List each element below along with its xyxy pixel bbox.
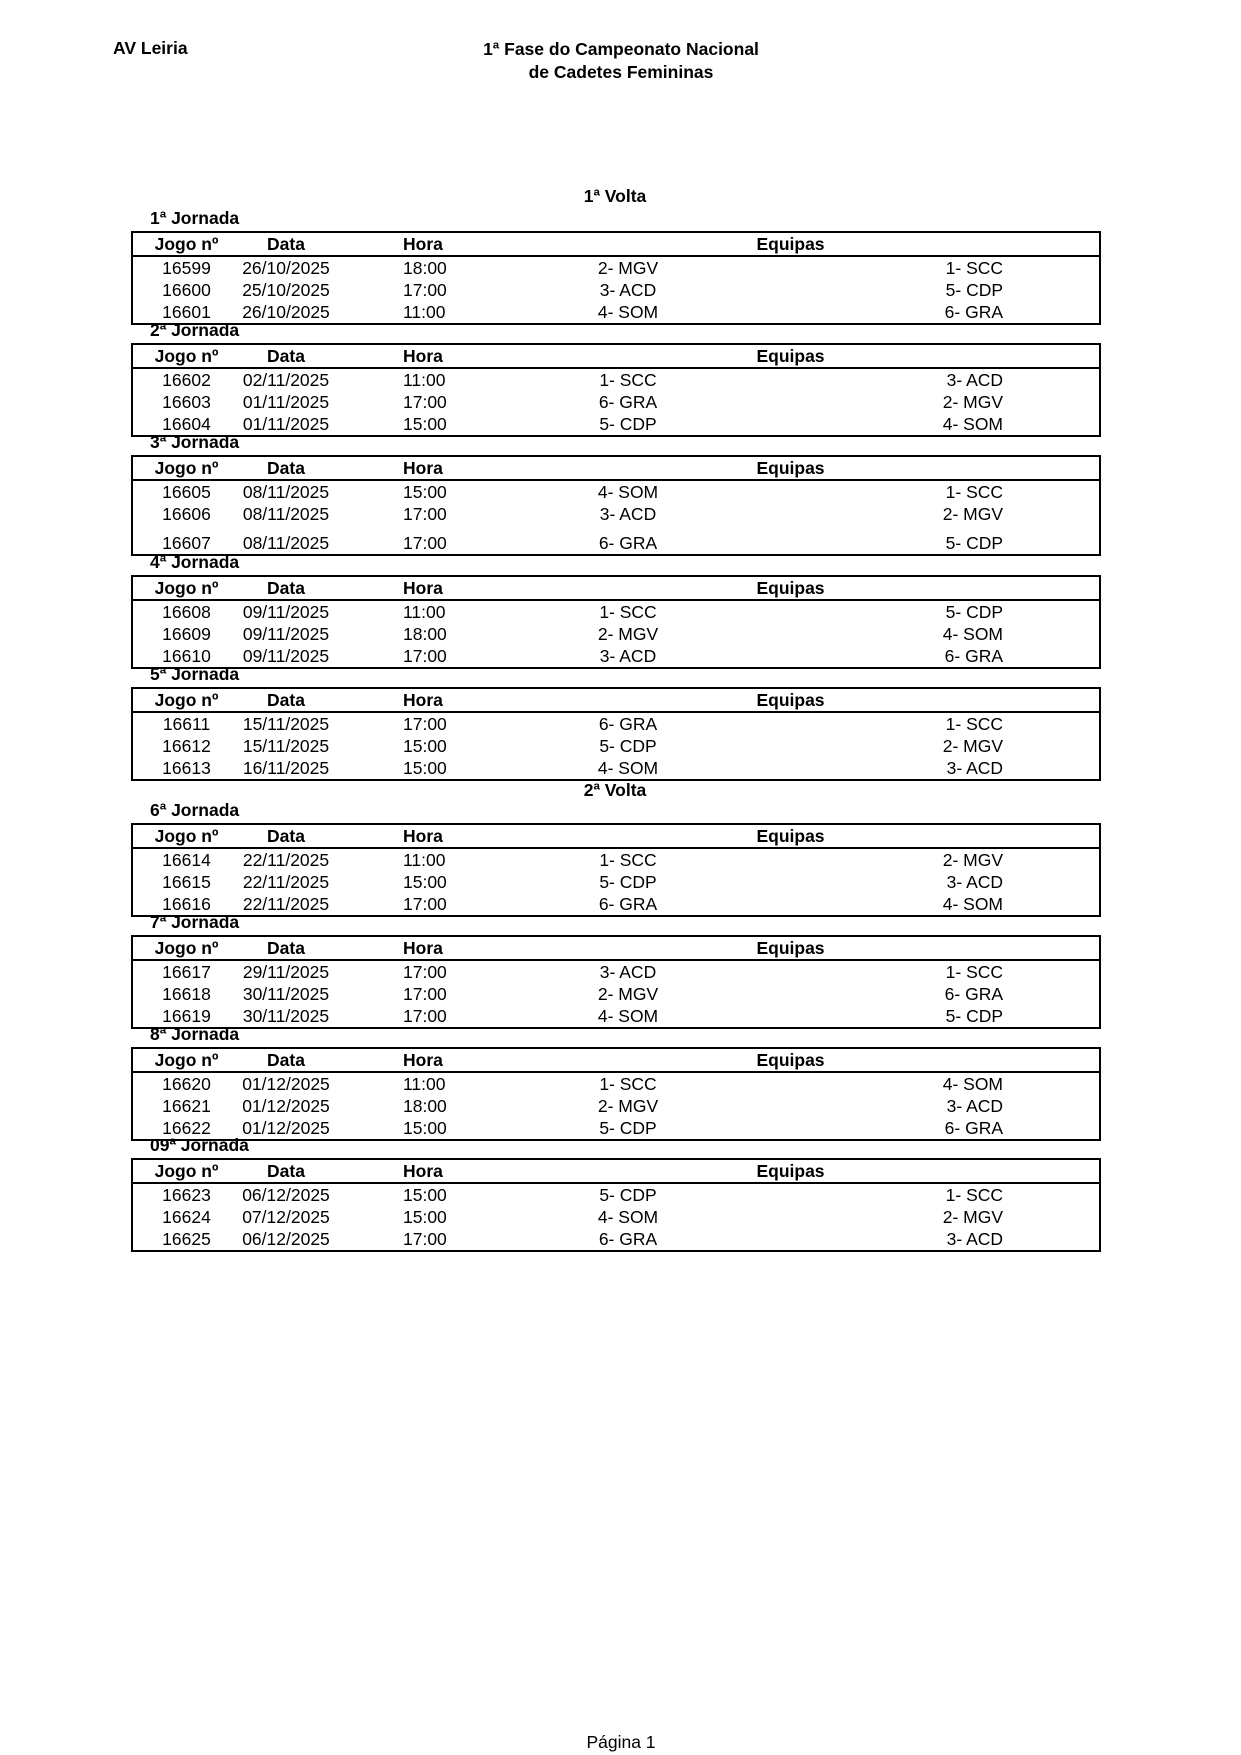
home-team: 3- ACD [599,962,657,982]
game-number: 16625 [162,1229,211,1249]
home-team: 6- GRA [598,714,658,734]
jornada-section-7 [131,912,1099,1029]
games-table [131,1047,1101,1141]
jornada-label: 4ª Jornada [150,552,240,572]
game-date: 06/12/2025 [242,1185,330,1205]
game-time: 15:00 [403,758,447,778]
table-header-row [132,232,1100,256]
game-number: 16601 [162,302,211,322]
jornada-section-9 [131,1135,1099,1252]
col-header-equipas: Equipas [482,1048,1100,1072]
away-team: 2- MGV [942,504,1004,524]
col-header-equipas: Equipas [482,456,1100,480]
game-row [132,256,1100,279]
game-date: 25/10/2025 [242,280,330,300]
away-team: 1- SCC [945,482,1004,502]
home-team: 1- SCC [599,370,657,390]
home-team: 2- MGV [597,984,659,1004]
jornada-section-1 [131,208,1099,325]
game-row [132,757,1100,780]
jornada-section-4 [131,552,1099,669]
game-time: 17:00 [403,280,447,300]
away-team: 2- MGV [942,850,1004,870]
game-date: 01/11/2025 [242,392,330,412]
game-row [132,623,1100,645]
away-team: 5- CDP [945,1006,1004,1026]
game-time: 15:00 [403,872,447,892]
home-team: 2- MGV [597,258,659,278]
away-team: 4- SOM [942,1074,1004,1094]
jornada-section-3 [131,432,1099,556]
games-table [131,231,1101,325]
col-header-data: Data [240,688,332,712]
col-header-hora: Hora [332,688,482,712]
col-header-equipas: Equipas [482,824,1100,848]
away-team: 2- MGV [942,392,1004,412]
home-team: 4- SOM [597,758,659,778]
table-header-row [132,344,1100,368]
document-title-line1: 1ª Fase do Campeonato Nacional [483,39,759,59]
game-number: 16614 [162,850,211,870]
home-team: 4- SOM [597,1006,659,1026]
jornada-section-2 [131,320,1099,437]
game-number: 16604 [162,414,211,434]
col-header-data: Data [240,576,332,600]
home-team: 6- GRA [598,392,658,412]
game-time: 11:00 [403,302,446,322]
col-header-data: Data [240,344,332,368]
col-header-hora: Hora [332,824,482,848]
home-team: 4- SOM [597,482,659,502]
game-number: 16621 [162,1096,211,1116]
game-date: 01/11/2025 [242,414,330,434]
game-number: 16606 [162,504,211,524]
games-table [131,343,1101,437]
home-team: 6- GRA [598,1229,658,1249]
home-team: 1- SCC [599,850,657,870]
game-row [132,368,1100,391]
away-team: 1- SCC [945,1185,1004,1205]
game-row [132,525,1100,555]
away-team: 1- SCC [945,258,1004,278]
col-header-data: Data [240,1048,332,1072]
game-number: 16609 [162,624,211,644]
away-team: 5- CDP [945,280,1004,300]
table-header-row [132,576,1100,600]
jornada-label: 7ª Jornada [150,912,240,932]
games-table [131,455,1101,556]
jornada-label: 1ª Jornada [150,208,240,228]
game-date: 26/10/2025 [242,302,330,322]
game-date: 09/11/2025 [242,646,330,666]
away-team: 3- ACD [946,1229,1004,1249]
game-time: 11:00 [403,1074,446,1094]
home-team: 1- SCC [599,602,657,622]
game-row [132,848,1100,871]
col-header-hora: Hora [332,1048,482,1072]
col-header-hora: Hora [332,936,482,960]
game-row [132,712,1100,735]
table-header-row [132,936,1100,960]
away-team: 1- SCC [945,962,1004,982]
away-team: 3- ACD [946,872,1004,892]
jornada-section-8 [131,1024,1099,1141]
home-team: 6- GRA [598,894,658,914]
games-table [131,935,1101,1029]
game-date: 15/11/2025 [242,714,330,734]
games-table [131,1158,1101,1252]
games-table [131,687,1101,781]
away-team: 1- SCC [945,714,1004,734]
home-team: 5- CDP [599,736,657,756]
game-date: 01/12/2025 [242,1096,330,1116]
home-team: 5- CDP [599,1185,657,1205]
game-date: 08/11/2025 [242,533,330,553]
game-number: 16611 [162,714,211,734]
game-date: 09/11/2025 [242,602,330,622]
game-row [132,1095,1100,1117]
game-row [132,983,1100,1005]
col-header-jogo: Jogo nº [132,576,240,600]
col-header-jogo: Jogo nº [132,1048,240,1072]
game-number: 16612 [162,736,211,756]
col-header-data: Data [240,456,332,480]
game-date: 29/11/2025 [242,962,330,982]
game-date: 01/12/2025 [242,1074,330,1094]
game-date: 07/12/2025 [242,1207,330,1227]
game-row [132,600,1100,623]
game-time: 15:00 [403,1118,447,1138]
document-title [321,38,921,84]
game-number: 16603 [162,392,211,412]
game-time: 17:00 [403,984,447,1004]
game-time: 17:00 [403,1229,447,1249]
game-row [132,391,1100,413]
col-header-hora: Hora [332,232,482,256]
volta-2-heading: 2ª Volta [583,780,647,800]
document-title-line2: de Cadetes Femininas [528,62,714,82]
away-team: 4- SOM [942,624,1004,644]
col-header-jogo: Jogo nº [132,456,240,480]
table-header-row [132,1159,1100,1183]
game-number: 16608 [162,602,211,622]
game-time: 15:00 [403,1185,447,1205]
away-team: 4- SOM [942,894,1004,914]
col-header-hora: Hora [332,576,482,600]
game-row [132,1072,1100,1095]
col-header-jogo: Jogo nº [132,688,240,712]
col-header-data: Data [240,1159,332,1183]
col-header-equipas: Equipas [482,576,1100,600]
game-number: 16602 [162,370,211,390]
game-row [132,1228,1100,1251]
col-header-equipas: Equipas [482,936,1100,960]
game-time: 11:00 [403,850,446,870]
col-header-jogo: Jogo nº [132,824,240,848]
away-team: 5- CDP [945,533,1004,553]
game-date: 30/11/2025 [242,984,330,1004]
home-team: 3- ACD [599,280,657,300]
game-time: 15:00 [403,414,447,434]
game-time: 18:00 [403,624,447,644]
game-date: 22/11/2025 [242,850,330,870]
game-time: 17:00 [403,714,447,734]
games-table [131,823,1101,917]
home-team: 5- CDP [599,872,657,892]
game-row [132,279,1100,301]
game-number: 16610 [162,646,211,666]
game-date: 08/11/2025 [242,482,330,502]
game-number: 16623 [162,1185,211,1205]
game-time: 17:00 [403,894,447,914]
home-team: 5- CDP [599,1118,657,1138]
home-team: 1- SCC [599,1074,657,1094]
game-row [132,735,1100,757]
game-date: 26/10/2025 [242,258,330,278]
game-number: 16622 [162,1118,211,1138]
jornada-label: 3ª Jornada [150,432,240,452]
col-header-jogo: Jogo nº [132,232,240,256]
game-time: 18:00 [403,1096,447,1116]
home-team: 4- SOM [597,302,659,322]
game-time: 11:00 [403,370,446,390]
game-date: 02/11/2025 [242,370,330,390]
game-time: 17:00 [403,962,447,982]
jornada-section-5 [131,664,1099,781]
page-number: Página 1 [586,1732,656,1752]
away-team: 2- MGV [942,736,1004,756]
game-row [132,960,1100,983]
away-team: 6- GRA [944,302,1004,322]
col-header-data: Data [240,824,332,848]
games-table [131,575,1101,669]
table-header-row [132,688,1100,712]
jornada-label: 8ª Jornada [150,1024,240,1044]
col-header-hora: Hora [332,1159,482,1183]
away-team: 2- MGV [942,1207,1004,1227]
table-header-row [132,824,1100,848]
home-team: 2- MGV [597,624,659,644]
game-date: 15/11/2025 [242,736,330,756]
game-date: 09/11/2025 [242,624,330,644]
game-time: 17:00 [403,392,447,412]
away-team: 4- SOM [942,414,1004,434]
game-date: 06/12/2025 [242,1229,330,1249]
home-team: 5- CDP [599,414,657,434]
game-row [132,871,1100,893]
game-time: 15:00 [403,1207,447,1227]
game-number: 16615 [162,872,211,892]
club-name: AV Leiria [113,38,188,58]
home-team: 2- MGV [597,1096,659,1116]
game-time: 15:00 [403,736,447,756]
game-row [132,480,1100,503]
game-number: 16620 [162,1074,211,1094]
game-number: 16616 [162,894,211,914]
game-date: 22/11/2025 [242,894,330,914]
game-time: 17:00 [403,1006,447,1026]
game-number: 16605 [162,482,211,502]
game-number: 16613 [162,758,211,778]
game-row [132,1183,1100,1206]
game-date: 08/11/2025 [242,504,330,524]
game-date: 16/11/2025 [242,758,330,778]
home-team: 3- ACD [599,646,657,666]
jornada-label: 2ª Jornada [150,320,240,340]
game-number: 16599 [162,258,211,278]
game-date: 01/12/2025 [242,1118,330,1138]
jornada-section-6 [131,800,1099,917]
game-number: 16607 [162,533,211,553]
game-row [132,1206,1100,1228]
away-team: 6- GRA [944,984,1004,1004]
col-header-data: Data [240,232,332,256]
game-number: 16624 [162,1207,211,1227]
away-team: 6- GRA [944,1118,1004,1138]
game-time: 17:00 [403,533,447,553]
game-row [132,503,1100,525]
home-team: 3- ACD [599,504,657,524]
col-header-hora: Hora [332,344,482,368]
game-date: 22/11/2025 [242,872,330,892]
jornada-label: 09ª Jornada [150,1135,249,1155]
away-team: 3- ACD [946,758,1004,778]
away-team: 3- ACD [946,1096,1004,1116]
jornada-label: 5ª Jornada [150,664,240,684]
game-date: 30/11/2025 [242,1006,330,1026]
col-header-data: Data [240,936,332,960]
away-team: 3- ACD [946,370,1004,390]
col-header-equipas: Equipas [482,344,1100,368]
game-number: 16600 [162,280,211,300]
game-time: 11:00 [403,602,446,622]
game-time: 18:00 [403,258,447,278]
jornada-label: 6ª Jornada [150,800,240,820]
game-time: 17:00 [403,504,447,524]
col-header-jogo: Jogo nº [132,344,240,368]
col-header-jogo: Jogo nº [132,936,240,960]
col-header-equipas: Equipas [482,688,1100,712]
game-number: 16618 [162,984,211,1004]
home-team: 6- GRA [598,533,658,553]
table-header-row [132,456,1100,480]
col-header-equipas: Equipas [482,232,1100,256]
away-team: 5- CDP [945,602,1004,622]
table-header-row [132,1048,1100,1072]
home-team: 4- SOM [597,1207,659,1227]
game-time: 15:00 [403,482,447,502]
game-time: 17:00 [403,646,447,666]
col-header-jogo: Jogo nº [132,1159,240,1183]
away-team: 6- GRA [944,646,1004,666]
game-number: 16617 [162,962,211,982]
game-number: 16619 [162,1006,211,1026]
col-header-hora: Hora [332,456,482,480]
col-header-equipas: Equipas [482,1159,1100,1183]
volta-1-heading: 1ª Volta [583,186,647,206]
